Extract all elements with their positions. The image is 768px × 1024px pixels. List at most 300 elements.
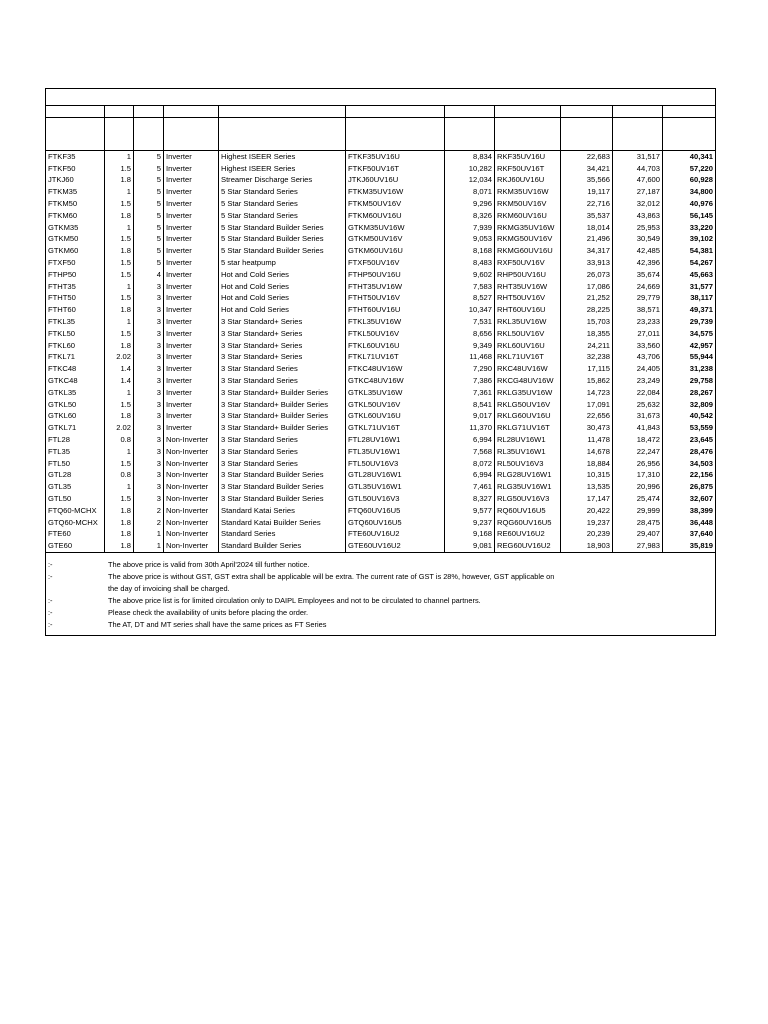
table-row bbox=[46, 186, 716, 198]
series-cell: 3 Star Standard+ Builder Series bbox=[219, 387, 346, 399]
note-item bbox=[46, 571, 715, 583]
model-cell: GTKL35 bbox=[46, 387, 105, 399]
mrp-cell: 28,267 bbox=[663, 387, 716, 399]
type-cell: Non-Inverter bbox=[164, 481, 219, 493]
indoor-cell: FTKM50UV16V bbox=[346, 198, 445, 210]
series-cell: Highest ISEER Series bbox=[219, 151, 346, 163]
note-marker: :- bbox=[48, 572, 53, 582]
type-cell: Non-Inverter bbox=[164, 434, 219, 446]
outdoor-price-cell: 13,535 bbox=[561, 481, 613, 493]
total-cell: 30,549 bbox=[613, 234, 663, 246]
outdoor-cell: RL28UV16W1 bbox=[495, 434, 561, 446]
indoor-price-cell: 9,053 bbox=[445, 234, 495, 246]
series-cell: 3 Star Standard Builder Series bbox=[219, 493, 346, 505]
ton-cell: 1.8 bbox=[105, 411, 134, 423]
type-cell: Non-Inverter bbox=[164, 458, 219, 470]
outdoor-cell: RKM50UV16V bbox=[495, 198, 561, 210]
star-cell: 3 bbox=[134, 458, 164, 470]
table-row bbox=[46, 245, 716, 257]
model-cell: FTKL35 bbox=[46, 316, 105, 328]
mrp-cell: 42,957 bbox=[663, 340, 716, 352]
total-cell: 24,405 bbox=[613, 363, 663, 375]
indoor-cell: FTKF35UV16U bbox=[346, 151, 445, 163]
note-text: Please check the availability of units before placing the order. bbox=[108, 608, 309, 618]
outdoor-cell: RKM60UV16U bbox=[495, 210, 561, 222]
model-cell: FTKL60 bbox=[46, 340, 105, 352]
note-text: The above price is valid from 30th April'2024 till further notice. bbox=[108, 560, 310, 570]
table-row bbox=[46, 375, 716, 387]
indoor-cell: FTHP50UV16U bbox=[346, 269, 445, 281]
table-row bbox=[46, 234, 716, 246]
indoor-price-cell: 10,282 bbox=[445, 163, 495, 175]
outdoor-cell: RKL50UV16V bbox=[495, 328, 561, 340]
type-cell: Non-Inverter bbox=[164, 529, 219, 541]
model-cell: GTKM60 bbox=[46, 245, 105, 257]
series-cell: 3 Star Standard+ Series bbox=[219, 340, 346, 352]
total-cell: 27,187 bbox=[613, 186, 663, 198]
indoor-price-cell: 12,034 bbox=[445, 175, 495, 187]
table-row bbox=[46, 293, 716, 305]
total-cell: 22,247 bbox=[613, 446, 663, 458]
series-cell: 5 star heatpump bbox=[219, 257, 346, 269]
model-cell: FTQ60-MCHX bbox=[46, 505, 105, 517]
outdoor-cell: RHP50UV16U bbox=[495, 269, 561, 281]
star-cell: 5 bbox=[134, 186, 164, 198]
mrp-cell: 60,928 bbox=[663, 175, 716, 187]
indoor-cell: FTL35UV16W1 bbox=[346, 446, 445, 458]
type-cell: Inverter bbox=[164, 234, 219, 246]
table-row bbox=[46, 304, 716, 316]
ton-cell: 1.8 bbox=[105, 529, 134, 541]
series-cell: 3 Star Standard Series bbox=[219, 458, 346, 470]
model-cell: FTKF50 bbox=[46, 163, 105, 175]
model-cell: FTKL50 bbox=[46, 328, 105, 340]
outdoor-price-cell: 20,422 bbox=[561, 505, 613, 517]
series-cell: Hot and Cold Series bbox=[219, 281, 346, 293]
table-row bbox=[46, 222, 716, 234]
mrp-cell: 57,220 bbox=[663, 163, 716, 175]
table-row bbox=[46, 175, 716, 187]
star-cell: 1 bbox=[134, 540, 164, 552]
outdoor-price-cell: 32,238 bbox=[561, 352, 613, 364]
total-cell: 38,571 bbox=[613, 304, 663, 316]
indoor-price-cell: 7,461 bbox=[445, 481, 495, 493]
total-cell: 32,012 bbox=[613, 198, 663, 210]
outdoor-price-cell: 18,355 bbox=[561, 328, 613, 340]
indoor-price-cell: 8,541 bbox=[445, 399, 495, 411]
type-cell: Inverter bbox=[164, 340, 219, 352]
outdoor-cell: RKJ60UV16U bbox=[495, 175, 561, 187]
ton-cell: 1 bbox=[105, 281, 134, 293]
series-cell: Hot and Cold Series bbox=[219, 269, 346, 281]
ton-cell: 1.4 bbox=[105, 375, 134, 387]
type-cell: Inverter bbox=[164, 293, 219, 305]
mrp-cell: 40,976 bbox=[663, 198, 716, 210]
ton-cell: 1 bbox=[105, 222, 134, 234]
model-cell: FTL28 bbox=[46, 434, 105, 446]
outdoor-price-cell: 14,723 bbox=[561, 387, 613, 399]
outdoor-price-cell: 35,566 bbox=[561, 175, 613, 187]
total-cell: 31,517 bbox=[613, 151, 663, 163]
mrp-cell: 34,503 bbox=[663, 458, 716, 470]
series-cell: 5 Star Standard Builder Series bbox=[219, 234, 346, 246]
model-cell: FTL35 bbox=[46, 446, 105, 458]
outdoor-price-cell: 22,656 bbox=[561, 411, 613, 423]
outdoor-price-cell: 24,211 bbox=[561, 340, 613, 352]
star-cell: 1 bbox=[134, 529, 164, 541]
table-row bbox=[46, 328, 716, 340]
outdoor-cell: RKF50UV16T bbox=[495, 163, 561, 175]
mrp-cell: 45,663 bbox=[663, 269, 716, 281]
total-cell: 28,475 bbox=[613, 517, 663, 529]
note-item bbox=[46, 619, 715, 631]
star-cell: 5 bbox=[134, 257, 164, 269]
outdoor-cell: RKL60UV16U bbox=[495, 340, 561, 352]
mrp-cell: 28,476 bbox=[663, 446, 716, 458]
model-cell: GTKL71 bbox=[46, 422, 105, 434]
table-row bbox=[46, 505, 716, 517]
type-cell: Non-Inverter bbox=[164, 470, 219, 482]
table-row bbox=[46, 163, 716, 175]
ton-cell: 1.5 bbox=[105, 293, 134, 305]
indoor-price-cell: 8,168 bbox=[445, 245, 495, 257]
outdoor-cell: RLG28UV16W1 bbox=[495, 470, 561, 482]
indoor-price-cell: 8,071 bbox=[445, 186, 495, 198]
type-cell: Inverter bbox=[164, 352, 219, 364]
type-cell: Inverter bbox=[164, 198, 219, 210]
outdoor-price-cell: 20,239 bbox=[561, 529, 613, 541]
model-cell: GTL50 bbox=[46, 493, 105, 505]
star-cell: 3 bbox=[134, 363, 164, 375]
total-cell: 23,233 bbox=[613, 316, 663, 328]
star-cell: 3 bbox=[134, 422, 164, 434]
outdoor-cell: RLG50UV16V3 bbox=[495, 493, 561, 505]
outdoor-cell: RQ60UV16U5 bbox=[495, 505, 561, 517]
header-row bbox=[46, 106, 716, 118]
type-cell: Inverter bbox=[164, 399, 219, 411]
star-cell: 3 bbox=[134, 293, 164, 305]
type-cell: Inverter bbox=[164, 210, 219, 222]
series-cell: 3 Star Standard+ Series bbox=[219, 316, 346, 328]
indoor-cell: FTXF50UV16V bbox=[346, 257, 445, 269]
model-cell: FTKF35 bbox=[46, 151, 105, 163]
series-cell: 3 Star Standard Series bbox=[219, 363, 346, 375]
indoor-cell: GTKL35UV16W bbox=[346, 387, 445, 399]
type-cell: Inverter bbox=[164, 422, 219, 434]
type-cell: Non-Inverter bbox=[164, 517, 219, 529]
ton-cell: 1.5 bbox=[105, 198, 134, 210]
mrp-cell: 56,145 bbox=[663, 210, 716, 222]
outdoor-cell: RKL35UV16W bbox=[495, 316, 561, 328]
outdoor-price-cell: 22,716 bbox=[561, 198, 613, 210]
price-table bbox=[45, 88, 716, 553]
outdoor-cell: RKLG60UV16U bbox=[495, 411, 561, 423]
outdoor-cell: RQG60UV16U5 bbox=[495, 517, 561, 529]
star-cell: 3 bbox=[134, 411, 164, 423]
outdoor-price-cell: 19,117 bbox=[561, 186, 613, 198]
total-cell: 26,956 bbox=[613, 458, 663, 470]
table-row bbox=[46, 529, 716, 541]
star-cell: 3 bbox=[134, 304, 164, 316]
indoor-cell: FTE60UV16U2 bbox=[346, 529, 445, 541]
series-cell: Highest ISEER Series bbox=[219, 163, 346, 175]
mrp-cell: 29,758 bbox=[663, 375, 716, 387]
model-cell: GTKL50 bbox=[46, 399, 105, 411]
type-cell: Inverter bbox=[164, 281, 219, 293]
total-cell: 42,396 bbox=[613, 257, 663, 269]
indoor-cell: FTL28UV16W1 bbox=[346, 434, 445, 446]
star-cell: 3 bbox=[134, 387, 164, 399]
star-cell: 3 bbox=[134, 493, 164, 505]
model-cell: GTQ60-MCHX bbox=[46, 517, 105, 529]
indoor-cell: GTL35UV16W1 bbox=[346, 481, 445, 493]
indoor-price-cell: 7,568 bbox=[445, 446, 495, 458]
outdoor-price-cell: 15,862 bbox=[561, 375, 613, 387]
type-cell: Inverter bbox=[164, 363, 219, 375]
ton-cell: 1.5 bbox=[105, 328, 134, 340]
indoor-price-cell: 8,834 bbox=[445, 151, 495, 163]
table-row bbox=[46, 458, 716, 470]
total-cell: 43,706 bbox=[613, 352, 663, 364]
mrp-cell: 31,238 bbox=[663, 363, 716, 375]
type-cell: Inverter bbox=[164, 186, 219, 198]
outdoor-cell: RKF35UV16U bbox=[495, 151, 561, 163]
total-cell: 27,983 bbox=[613, 540, 663, 552]
series-cell: Standard Katai Builder Series bbox=[219, 517, 346, 529]
table-row bbox=[46, 316, 716, 328]
table-row bbox=[46, 387, 716, 399]
total-cell: 23,249 bbox=[613, 375, 663, 387]
indoor-price-cell: 10,347 bbox=[445, 304, 495, 316]
total-cell: 24,669 bbox=[613, 281, 663, 293]
indoor-price-cell: 8,326 bbox=[445, 210, 495, 222]
indoor-price-cell: 9,168 bbox=[445, 529, 495, 541]
mrp-cell: 36,448 bbox=[663, 517, 716, 529]
ton-cell: 1.5 bbox=[105, 493, 134, 505]
indoor-cell: GTL28UV16W1 bbox=[346, 470, 445, 482]
note-marker: :- bbox=[48, 596, 53, 606]
table-row bbox=[46, 269, 716, 281]
mrp-cell: 23,645 bbox=[663, 434, 716, 446]
table-row bbox=[46, 210, 716, 222]
outdoor-price-cell: 18,884 bbox=[561, 458, 613, 470]
type-cell: Inverter bbox=[164, 175, 219, 187]
indoor-price-cell: 9,017 bbox=[445, 411, 495, 423]
star-cell: 3 bbox=[134, 434, 164, 446]
table-row bbox=[46, 540, 716, 552]
indoor-cell: GTKL71UV16T bbox=[346, 422, 445, 434]
indoor-price-cell: 6,994 bbox=[445, 470, 495, 482]
mrp-cell: 35,819 bbox=[663, 540, 716, 552]
outdoor-cell: RKC48UV16W bbox=[495, 363, 561, 375]
outdoor-price-cell: 17,147 bbox=[561, 493, 613, 505]
ton-cell: 1 bbox=[105, 186, 134, 198]
ton-cell: 1 bbox=[105, 316, 134, 328]
total-cell: 17,310 bbox=[613, 470, 663, 482]
mrp-cell: 55,944 bbox=[663, 352, 716, 364]
outdoor-cell: RKLG50UV16V bbox=[495, 399, 561, 411]
mrp-cell: 32,607 bbox=[663, 493, 716, 505]
mrp-cell: 34,575 bbox=[663, 328, 716, 340]
type-cell: Non-Inverter bbox=[164, 493, 219, 505]
total-cell: 41,843 bbox=[613, 422, 663, 434]
outdoor-cell: RKMG35UV16W bbox=[495, 222, 561, 234]
model-cell: FTKL71 bbox=[46, 352, 105, 364]
star-cell: 5 bbox=[134, 198, 164, 210]
indoor-cell: GTKL60UV16U bbox=[346, 411, 445, 423]
series-cell: 5 Star Standard Series bbox=[219, 210, 346, 222]
outdoor-price-cell: 34,317 bbox=[561, 245, 613, 257]
indoor-cell: GTKM35UV16W bbox=[346, 222, 445, 234]
table-row bbox=[46, 446, 716, 458]
outdoor-cell: RKMG60UV16U bbox=[495, 245, 561, 257]
star-cell: 5 bbox=[134, 151, 164, 163]
model-cell: FTKM35 bbox=[46, 186, 105, 198]
table-row bbox=[46, 198, 716, 210]
outdoor-cell: RL35UV16W1 bbox=[495, 446, 561, 458]
series-cell: Standard Builder Series bbox=[219, 540, 346, 552]
indoor-cell: GTKM50UV16V bbox=[346, 234, 445, 246]
indoor-price-cell: 8,527 bbox=[445, 293, 495, 305]
star-cell: 5 bbox=[134, 175, 164, 187]
type-cell: Inverter bbox=[164, 245, 219, 257]
mrp-cell: 54,267 bbox=[663, 257, 716, 269]
table-row bbox=[46, 422, 716, 434]
indoor-cell: GTE60UV16U2 bbox=[346, 540, 445, 552]
ton-cell: 1.5 bbox=[105, 163, 134, 175]
model-cell: FTKM50 bbox=[46, 198, 105, 210]
outdoor-cell: RHT60UV16U bbox=[495, 304, 561, 316]
indoor-cell: GTQ60UV16U5 bbox=[346, 517, 445, 529]
outdoor-price-cell: 21,252 bbox=[561, 293, 613, 305]
indoor-cell: FTQ60UV16U5 bbox=[346, 505, 445, 517]
mrp-cell: 33,220 bbox=[663, 222, 716, 234]
total-cell: 31,673 bbox=[613, 411, 663, 423]
indoor-price-cell: 7,583 bbox=[445, 281, 495, 293]
outdoor-price-cell: 35,537 bbox=[561, 210, 613, 222]
mrp-cell: 53,559 bbox=[663, 422, 716, 434]
series-cell: 3 Star Standard Builder Series bbox=[219, 481, 346, 493]
outdoor-cell: RXF50UV16V bbox=[495, 257, 561, 269]
indoor-price-cell: 7,386 bbox=[445, 375, 495, 387]
mrp-cell: 40,542 bbox=[663, 411, 716, 423]
series-cell: 3 Star Standard Series bbox=[219, 434, 346, 446]
outdoor-cell: RKL71UV16T bbox=[495, 352, 561, 364]
indoor-cell: FTKM35UV16W bbox=[346, 186, 445, 198]
table-row bbox=[46, 151, 716, 163]
indoor-price-cell: 9,296 bbox=[445, 198, 495, 210]
model-cell: JTKJ60 bbox=[46, 175, 105, 187]
outdoor-cell: RKM35UV16W bbox=[495, 186, 561, 198]
indoor-cell: FTKC48UV16W bbox=[346, 363, 445, 375]
indoor-cell: FTKM60UV16U bbox=[346, 210, 445, 222]
outdoor-price-cell: 22,683 bbox=[561, 151, 613, 163]
ton-cell: 1 bbox=[105, 387, 134, 399]
ton-cell: 1 bbox=[105, 446, 134, 458]
total-cell: 25,632 bbox=[613, 399, 663, 411]
note-marker: :- bbox=[48, 560, 53, 570]
indoor-cell: FTKF50UV16T bbox=[346, 163, 445, 175]
table-row bbox=[46, 399, 716, 411]
type-cell: Non-Inverter bbox=[164, 505, 219, 517]
title-row bbox=[46, 89, 716, 106]
type-cell: Inverter bbox=[164, 269, 219, 281]
model-cell: FTE60 bbox=[46, 529, 105, 541]
star-cell: 3 bbox=[134, 352, 164, 364]
outdoor-cell: RL50UV16V3 bbox=[495, 458, 561, 470]
total-cell: 29,999 bbox=[613, 505, 663, 517]
mrp-cell: 38,117 bbox=[663, 293, 716, 305]
ton-cell: 1.8 bbox=[105, 245, 134, 257]
model-cell: GTKM50 bbox=[46, 234, 105, 246]
star-cell: 3 bbox=[134, 316, 164, 328]
series-cell: 5 Star Standard Series bbox=[219, 186, 346, 198]
model-cell: FTKM60 bbox=[46, 210, 105, 222]
indoor-cell: JTKJ60UV16U bbox=[346, 175, 445, 187]
indoor-cell: GTKM60UV16U bbox=[346, 245, 445, 257]
model-cell: GTL28 bbox=[46, 470, 105, 482]
ton-cell: 1.5 bbox=[105, 458, 134, 470]
total-cell: 44,703 bbox=[613, 163, 663, 175]
outdoor-cell: RKLG71UV16T bbox=[495, 422, 561, 434]
total-cell: 47,600 bbox=[613, 175, 663, 187]
star-cell: 5 bbox=[134, 234, 164, 246]
outdoor-price-cell: 28,225 bbox=[561, 304, 613, 316]
note-item bbox=[46, 559, 715, 571]
ton-cell: 1 bbox=[105, 481, 134, 493]
type-cell: Inverter bbox=[164, 257, 219, 269]
indoor-cell: FTHT60UV16U bbox=[346, 304, 445, 316]
mrp-cell: 26,875 bbox=[663, 481, 716, 493]
indoor-cell: FTKL60UV16U bbox=[346, 340, 445, 352]
series-cell: 5 Star Standard Series bbox=[219, 198, 346, 210]
note-marker: :- bbox=[48, 608, 53, 618]
total-cell: 20,996 bbox=[613, 481, 663, 493]
indoor-price-cell: 8,072 bbox=[445, 458, 495, 470]
table-row bbox=[46, 470, 716, 482]
series-cell: 3 Star Standard+ Series bbox=[219, 352, 346, 364]
series-cell: Standard Series bbox=[219, 529, 346, 541]
star-cell: 3 bbox=[134, 340, 164, 352]
ton-cell: 1.5 bbox=[105, 269, 134, 281]
model-cell: GTKC48 bbox=[46, 375, 105, 387]
model-cell: FTL50 bbox=[46, 458, 105, 470]
ton-cell: 1.5 bbox=[105, 234, 134, 246]
outdoor-cell: RHT50UV16V bbox=[495, 293, 561, 305]
series-cell: 5 Star Standard Builder Series bbox=[219, 222, 346, 234]
model-cell: GTE60 bbox=[46, 540, 105, 552]
mrp-cell: 37,640 bbox=[663, 529, 716, 541]
indoor-price-cell: 7,290 bbox=[445, 363, 495, 375]
star-cell: 3 bbox=[134, 399, 164, 411]
outdoor-cell: RE60UV16U2 bbox=[495, 529, 561, 541]
outdoor-cell: RKLG35UV16W bbox=[495, 387, 561, 399]
ton-cell: 1.8 bbox=[105, 175, 134, 187]
type-cell: Inverter bbox=[164, 151, 219, 163]
series-cell: 3 Star Standard Series bbox=[219, 446, 346, 458]
mrp-cell: 29,739 bbox=[663, 316, 716, 328]
indoor-cell: FTL50UV16V3 bbox=[346, 458, 445, 470]
indoor-price-cell: 7,939 bbox=[445, 222, 495, 234]
ton-cell: 1.8 bbox=[105, 210, 134, 222]
outdoor-price-cell: 10,315 bbox=[561, 470, 613, 482]
ton-cell: 0.8 bbox=[105, 470, 134, 482]
model-cell: FTHT60 bbox=[46, 304, 105, 316]
model-cell: GTL35 bbox=[46, 481, 105, 493]
outdoor-price-cell: 19,237 bbox=[561, 517, 613, 529]
outdoor-price-cell: 21,496 bbox=[561, 234, 613, 246]
series-cell: 3 Star Standard+ Builder Series bbox=[219, 422, 346, 434]
